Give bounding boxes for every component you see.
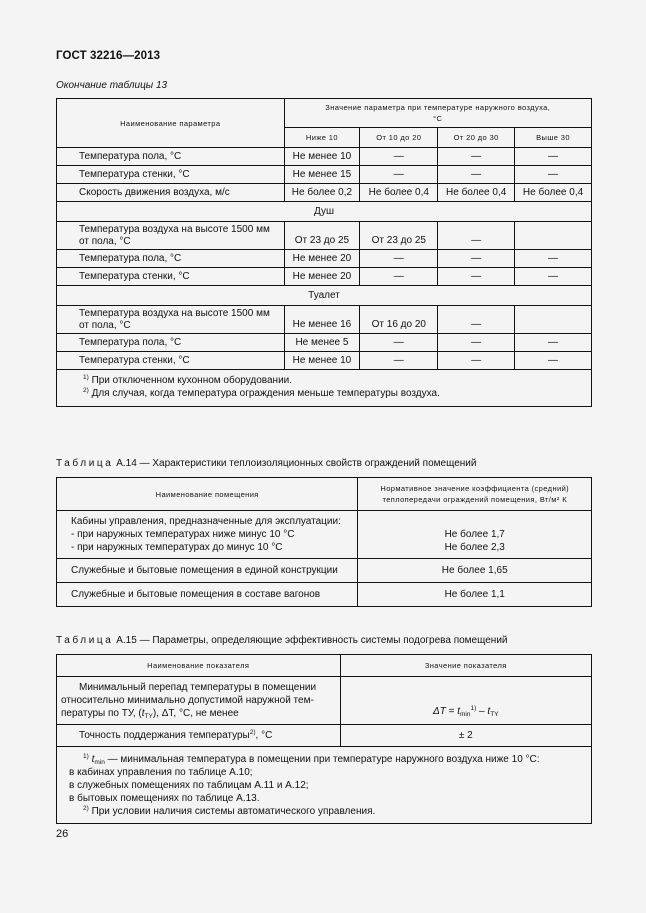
header-value: Значение параметра при температуре наружного воздуха, °С	[284, 99, 591, 128]
table-a15	[56, 654, 592, 824]
table-a14-caption: Таблица А.14 — Характеристики теплоизоляционных свойств ограждений помещений	[56, 458, 477, 469]
section-title-shower: Душ	[57, 202, 592, 222]
col-header: От 20 до 30	[438, 128, 515, 148]
table-13	[56, 98, 592, 407]
table-row: Точность поддержания температуры$^{2)}$, °С ± 2	[57, 725, 592, 747]
col-header: От 10 до 20	[360, 128, 438, 148]
header-name: Наименование показателя	[57, 655, 341, 677]
table-13-footnotes	[57, 370, 592, 407]
table-row: Температура воздуха на высоте 1500 мм от пола, °С От 23 до 25 От 23 до 25 —	[57, 222, 592, 250]
table-a15-footnotes: $^{1)}$ $t_{min}$ — минимальная температура в помещении при температуре наружного воздуха ниже 10 °С: в кабинах управления по таблице А.10; в служебных помещениях по таблицам А.11 и А.12; в бытовых помещениях по таблице А.13. $^{2)}$ При условии наличия системы автоматического управления.	[57, 747, 592, 824]
col-header: Выше 30	[515, 128, 592, 148]
table-row: Минимальный перепад температуры в помещении относительно минимально допустимой наружной тем- пературы по ТУ, $(t_{TY})$, ΔT, °С, не менее $\Delta T = t_{min}^{1)} - t_{TY}$	[57, 677, 592, 725]
table-row: Кабины управления, предназначенные для эксплуатации: - при наружных температурах ниже минус 10 °С - при наружных температурах до минус 10 °С Не более 1,7 Не более 2,3	[57, 511, 592, 559]
table-row: Служебные и бытовые помещения в составе вагонов Не более 1,1	[57, 583, 592, 607]
footnote-1: $^{1)}$ При отключенном кухонном оборудовании.	[83, 374, 293, 386]
table-row: Температура воздуха на высоте 1500 мм от пола, °С Не менее 16 От 16 до 20 —	[57, 306, 592, 334]
table-row: Скорость движения воздуха, м/с Не более 0,2 Не более 0,4 Не более 0,4 Не более 0,4	[57, 184, 592, 202]
table-row: Температура стенки, °С Не менее 20 — — —	[57, 268, 592, 286]
col-header: Ниже 10	[284, 128, 360, 148]
header-param: Наименование параметра	[57, 99, 285, 148]
table-row: Температура стенки, °С Не менее 10 — — —	[57, 352, 592, 370]
footnote-2: $^{2)}$ При условии наличия системы автоматического управления.	[83, 805, 376, 817]
header-value: Нормативное значение коэффициента (средний) теплопередачи ограждений помещения, Вт/м² К	[358, 478, 592, 511]
table-row: Служебные и бытовые помещения в единой конструкции Не более 1,65	[57, 559, 592, 583]
table-row: Температура пола, °С Не менее 5 — — —	[57, 334, 592, 352]
document-header: ГОСТ 32216—2013	[56, 50, 161, 62]
header-value: Значение показателя	[340, 655, 591, 677]
table-row: Температура пола, °С Не менее 20 — — —	[57, 250, 592, 268]
table-a14	[56, 477, 592, 607]
table-a15-caption: Таблица А.15 — Параметры, определяющие эффективность системы подогрева помещений	[56, 635, 508, 646]
page-number: 26	[56, 828, 69, 840]
table-row: Температура стенки, °С Не менее 15 — — —	[57, 166, 592, 184]
section-title-toilet: Туалет	[57, 286, 592, 306]
table-row: Температура пола, °С Не менее 10 — — —	[57, 148, 592, 166]
footnote-1: $^{1)}$ $t_{min}$ — минимальная температура в помещении при температуре наружного воздуха ниже 10 °С:	[83, 753, 540, 766]
header-name: Наименование помещения	[57, 478, 358, 511]
formula: $\Delta T = t_{min}^{1)} - t_{TY}$	[340, 677, 591, 725]
table-continuation-caption: Окончание таблицы 13	[56, 80, 168, 91]
footnote-2: $^{2)}$ Для случая, когда температура ограждения меньше температуры воздуха.	[83, 387, 440, 399]
